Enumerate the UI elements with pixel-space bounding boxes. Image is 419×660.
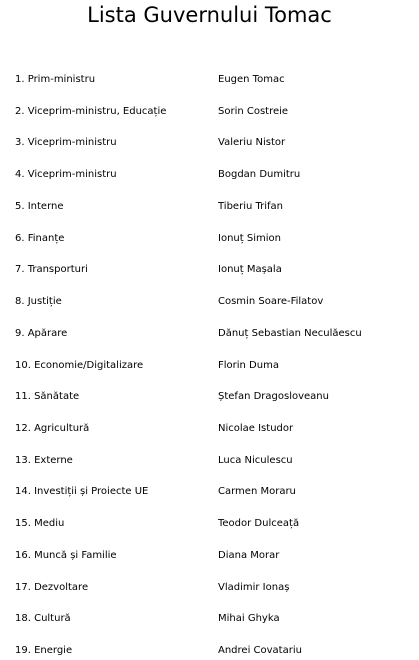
- minister-name: Dănuț Sebastian Neculăescu: [218, 327, 362, 339]
- minister-name: Carmen Moraru: [218, 486, 296, 498]
- minister-name: Ionuț Simion: [218, 232, 281, 244]
- list-item: [0, 549, 419, 565]
- minister-name: Ionuț Mașala: [218, 264, 282, 276]
- ministry-label: 7. Transporturi: [15, 264, 88, 276]
- ministry-label: 5. Interne: [15, 200, 64, 212]
- ministry-label: 15. Mediu: [15, 518, 65, 530]
- ministry-label: 3. Viceprim-ministru: [15, 137, 117, 149]
- minister-name: Tiberiu Trifan: [218, 200, 283, 212]
- list-item: [0, 517, 419, 533]
- list-item: [0, 168, 419, 184]
- minister-name: Ștefan Dragosloveanu: [218, 391, 329, 403]
- minister-name: Mihai Ghyka: [218, 613, 280, 625]
- list-item: [0, 232, 419, 248]
- list-item: [0, 105, 419, 121]
- minister-name: Andrei Covatariu: [218, 645, 302, 656]
- list-item: [0, 581, 419, 597]
- ministry-label: 18. Cultură: [15, 613, 71, 625]
- list-item: [0, 390, 419, 406]
- list-item: [0, 200, 419, 216]
- minister-name: Luca Niculescu: [218, 454, 293, 466]
- list-item: [0, 73, 419, 89]
- minister-name: Eugen Tomac: [218, 74, 285, 85]
- ministry-label: 19. Energie: [15, 645, 73, 656]
- list-item: [0, 485, 419, 501]
- minister-name: Florin Duma: [218, 359, 279, 371]
- minister-name: Cosmin Soare-Filatov: [218, 296, 324, 307]
- ministry-label: 11. Sănătate: [15, 391, 80, 403]
- ministry-label: 4. Viceprim-ministru: [15, 169, 117, 181]
- list-item: [0, 136, 419, 152]
- ministry-label: 16. Muncă și Familie: [15, 549, 117, 561]
- list-item: [0, 263, 419, 279]
- list-item: [0, 327, 419, 343]
- ministry-label: 2. Viceprim-ministru, Educație: [15, 105, 167, 117]
- list-item: [0, 454, 419, 470]
- ministry-label: 10. Economie/Digitalizare: [15, 359, 144, 371]
- ministry-label: 13. Externe: [15, 454, 73, 466]
- ministry-label: 17. Dezvoltare: [15, 581, 89, 593]
- minister-name: Bogdan Dumitru: [218, 169, 301, 181]
- ministry-label: 9. Apărare: [15, 327, 68, 339]
- minister-name: Valeriu Nistor: [218, 137, 286, 149]
- list-item: [0, 422, 419, 438]
- ministry-label: 8. Justiție: [15, 296, 62, 307]
- list-item: [0, 359, 419, 375]
- minister-name: Nicolae Istudor: [218, 422, 294, 434]
- minister-name: Diana Morar: [218, 549, 280, 561]
- minister-name: Sorin Costreie: [218, 105, 289, 117]
- minister-name: Teodor Dulceață: [218, 518, 300, 530]
- list-item: [0, 295, 419, 311]
- ministry-label: 6. Finanțe: [15, 232, 65, 244]
- ministry-label: 1. Prim-ministru: [15, 74, 96, 85]
- minister-name: Vladimir Ionaș: [218, 581, 290, 593]
- list-item: [0, 612, 419, 628]
- ministry-label: 12. Agricultură: [15, 422, 90, 434]
- ministry-label: 14. Investiții și Proiecte UE: [15, 486, 149, 498]
- page-title: Lista Guvernului Tomac: [87, 3, 332, 27]
